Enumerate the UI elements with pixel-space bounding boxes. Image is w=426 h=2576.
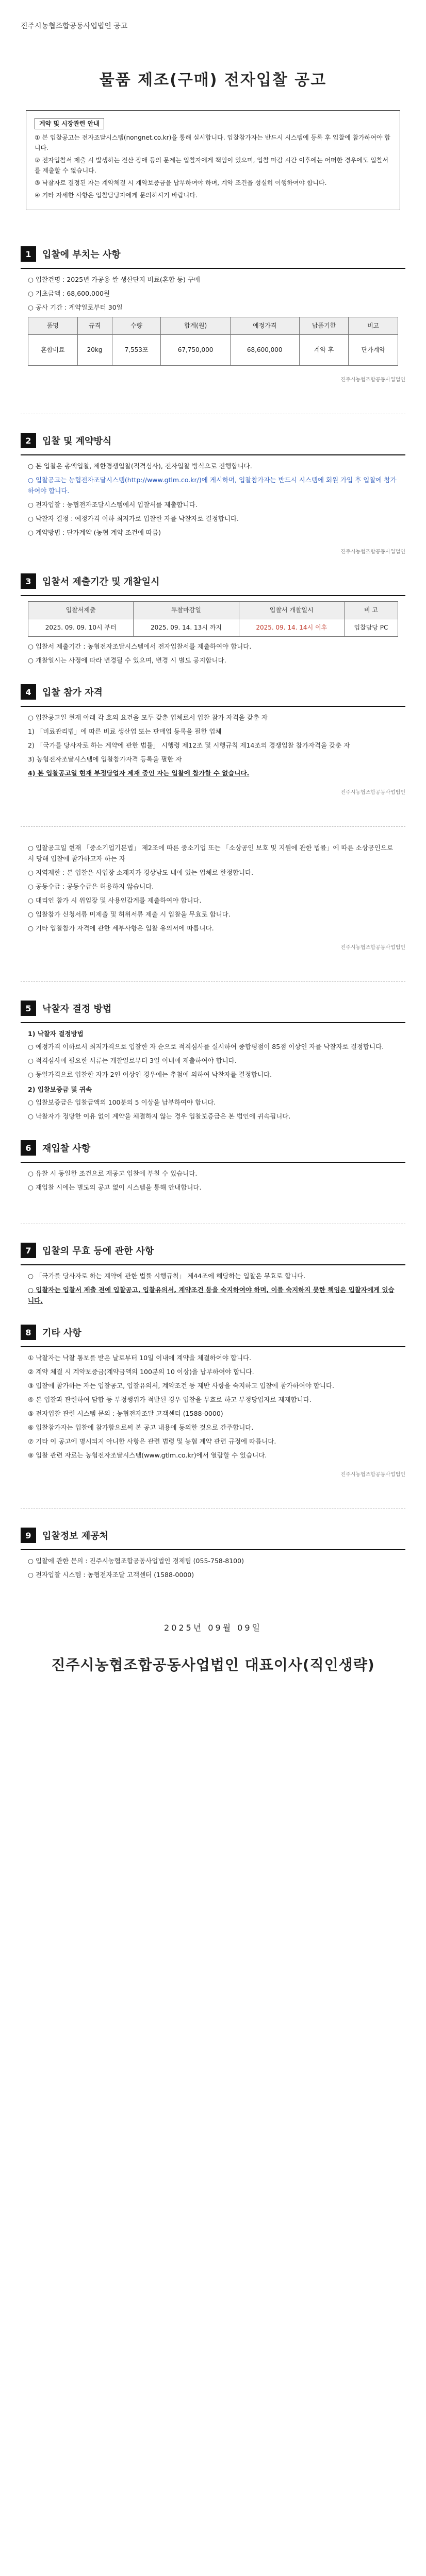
page-break (21, 981, 405, 982)
table-cell: 2025. 09. 14. 13시 까지 (134, 619, 239, 637)
signature-line: 진주시농협조합공동사업법인 (340, 945, 405, 951)
section-line: ○ 입찰건명 : 2025년 가공용 쌀 생산단지 비료(혼합 등) 구매 (28, 276, 200, 283)
table-header: 수량 (112, 317, 161, 335)
section-line: ○ 전자입찰 시스템 : 농협전자조달 고객센터 (1588-0000) (28, 1571, 194, 1579)
section-9-header (21, 1528, 405, 1543)
table-header: 합계(원) (161, 317, 230, 335)
section-number: 2 (21, 433, 36, 448)
section-line: ○ 예정가격 이하로서 최저가격으로 입찰한 자 순으로 적격심사를 실시하여 종합평점이 85점 이상인 자를 낙찰자로 결정합니다. (28, 1043, 384, 1050)
section-line: ○ 「국가를 당사자로 하는 계약에 관한 법률 시행규칙」 제44조에 해당하는 입찰은 무효로 합니다. (28, 1272, 306, 1280)
section-title: 입찰 및 계약방식 (42, 436, 112, 447)
table-cell: 혼합비료 (28, 335, 78, 366)
section-divider (21, 1346, 405, 1347)
section-line: ○ 전자입찰 : 농협전자조달시스템에서 입찰서를 제출합니다. (28, 501, 198, 509)
section-line: ○ 낙찰자가 정당한 이유 없이 계약을 체결하지 않는 경우 입찰보증금은 본 법인에 귀속됩니다. (28, 1112, 291, 1120)
section-line: ○ 기초금액 : 68,600,000원 (28, 290, 110, 297)
section-divider (21, 1264, 405, 1265)
table-header: 예정가격 (230, 317, 299, 335)
section-line: ① 낙찰자는 낙찰 통보를 받은 날로부터 10일 이내에 계약을 체결하여야 합니다. (28, 1354, 252, 1362)
table-cell: 계약 후 (299, 335, 349, 366)
section-divider (21, 268, 405, 269)
announcement-date: 2025년 09월 09일 (164, 1623, 262, 1633)
section-line: ○ 동일가격으로 입찰한 자가 2인 이상인 경우에는 추첨에 의하여 낙찰자를 결정합니다. (28, 1071, 272, 1078)
table-cell: 20kg (77, 335, 112, 366)
section-line: ○ 공사 기간 : 계약일로부터 30일 (28, 303, 123, 311)
signature-line: 진주시농협조합공동사업법인 (340, 790, 405, 795)
section-4-header (21, 684, 405, 700)
section-title: 낙찰자 결정 방법 (42, 1004, 112, 1014)
section-line: ○ 낙찰자 결정 : 예정가격 이하 최저가로 입찰한 자를 낙찰자로 결정합니다. (28, 515, 239, 522)
schedule-table (28, 601, 398, 637)
section-1-header (21, 246, 405, 262)
section-line: ○ 기타 입찰참가 자격에 관한 세부사항은 입찰 유의서에 따릅니다. (28, 924, 214, 932)
table-cell: 단가계약 (349, 335, 398, 366)
section-line: ④ 본 입찰과 관련하여 담합 등 부정행위가 적발된 경우 입찰을 무효로 하고 부정당업자로 제재합니다. (28, 1396, 312, 1403)
table-cell: 68,600,000 (230, 335, 299, 366)
section-line: ○ 유찰 시 동일한 조건으로 재공고 입찰에 부칠 수 있습니다. (28, 1170, 198, 1177)
notice-item: ③ 낙찰자로 결정된 자는 계약체결 시 계약보증금을 납부하여야 하며, 계약 조건을 성실히 이행하여야 합니다. (35, 179, 327, 187)
section-line: ○ 적격심사에 필요한 서류는 개찰일로부터 3일 이내에 제출하여야 합니다. (28, 1057, 237, 1064)
table-cell: 2025. 09. 09. 10시 부터 (28, 619, 134, 637)
notice-item: ④ 기타 자세한 사항은 입찰담당자에게 문의하시기 바랍니다. (35, 192, 198, 199)
table-header: 투찰마감일 (134, 602, 239, 619)
section-6-header (21, 1140, 405, 1156)
table-header: 비고 (349, 317, 398, 335)
section-number: 5 (21, 1001, 36, 1016)
section-line: ○ 대리인 참가 시 위임장 및 사용인감계를 제출하여야 합니다. (28, 896, 202, 904)
section-line: ② 계약 체결 시 계약보증금(계약금액의 100분의 10 이상)을 납부하여야 합니다. (28, 1368, 254, 1376)
notice-head: 계약 및 시장관련 안내 (35, 118, 104, 129)
section-line: ○ 입찰참가 신청서류 미제출 및 허위서류 제출 시 입찰을 무효로 합니다. (28, 910, 231, 918)
section-line: ○ 공동수급 : 공동수급은 허용하지 않습니다. (28, 883, 154, 890)
section-number: 7 (21, 1243, 36, 1258)
table-cell: 7,553포 (112, 335, 161, 366)
section-title: 입찰에 부치는 사항 (42, 249, 121, 260)
section-line: ⑥ 입찰참가자는 입찰에 참가함으로써 본 공고 내용에 동의한 것으로 간주합니다. (28, 1423, 254, 1431)
signature-line: 진주시농협조합공동사업법인 (340, 549, 405, 555)
sub-heading: 2) 입찰보증금 및 귀속 (28, 1086, 92, 1093)
section-title: 재입찰 사항 (42, 1143, 91, 1154)
page-break (21, 826, 405, 827)
notice-box (26, 110, 400, 210)
section-line: ③ 입찰에 참가하는 자는 입찰공고, 입찰유의서, 계약조건 등 제반 사항을 숙지하고 입찰에 참가하여야 합니다. (28, 1382, 335, 1389)
section-title: 입찰 참가 자격 (42, 687, 103, 698)
section-line: ○ 계약방법 : 단가계약 (농협 계약 조건에 따름) (28, 529, 161, 536)
table-header: 품명 (28, 317, 78, 335)
section-line: ⑦ 기타 이 공고에 명시되지 아니한 사항은 관련 법령 및 농협 계약 관련 규정에 따릅니다. (28, 1437, 276, 1445)
section-number: 1 (21, 246, 36, 262)
sub-heading: 1) 낙찰자 결정방법 (28, 1030, 84, 1038)
section-divider (21, 1162, 405, 1163)
notice-item: ② 전자입찰서 제출 시 발생하는 전산 장애 등의 문제는 입찰자에게 책임이 있으며, 입찰 마감 시간 이후에는 어떠한 경우에도 입찰서를 제출할 수 없습니다. (35, 157, 389, 174)
section-number: 8 (21, 1325, 36, 1340)
section-line: ○ 개찰일시는 사정에 따라 변경될 수 있으며, 변경 시 별도 공지합니다. (28, 656, 226, 664)
section-title: 입찰서 제출기간 및 개찰일시 (42, 577, 160, 587)
notice-item: ① 본 입찰공고는 전자조달시스템(nongnet.co.kr)을 통해 실시합니다. 입찰참가자는 반드시 시스템에 등록 후 입찰에 참가하여야 합니다. (35, 134, 390, 151)
section-number: 3 (21, 573, 36, 589)
section-title: 입찰의 무효 등에 관한 사항 (42, 1246, 154, 1257)
section-divider (21, 1549, 405, 1550)
table-header: 입찰서 개찰일시 (239, 602, 344, 619)
section-line: ○ 본 입찰은 총액입찰, 제한경쟁입찰(적격심사), 전자입찰 방식으로 진행합니다. (28, 462, 252, 470)
section-7-header (21, 1243, 405, 1258)
issuer-name: 진주시농협조합공동사업법인 대표이사(직인생략) (51, 1656, 375, 1673)
section-number: 9 (21, 1528, 36, 1543)
table-header: 비 고 (344, 602, 398, 619)
section-divider (21, 454, 405, 455)
section-line: 2) 「국가를 당사자로 하는 계약에 관한 법률」 시행령 제12조 및 시행규칙 제14조의 경쟁입찰 참가자격을 갖춘 자 (28, 741, 350, 749)
section-8-header (21, 1325, 405, 1340)
section-line: 3) 농협전자조달시스템에 입찰참가자격 등록을 필한 자 (28, 755, 182, 763)
section-title: 입찰정보 제공처 (42, 1531, 108, 1541)
section-line: ○ 입찰자는 입찰서 제출 전에 입찰공고, 입찰유의서, 계약조건 등을 숙지하여야 하며, 이를 숙지하지 못한 책임은 입찰자에게 있습니다. (28, 1286, 395, 1304)
section-line: ⑤ 전자입찰 관련 시스템 문의 : 농협전자조달 고객센터 (1588-0000) (28, 1410, 223, 1417)
table-header: 납품기한 (299, 317, 349, 335)
section-divider (21, 1022, 405, 1023)
table-header: 입찰서제출 (28, 602, 134, 619)
section-line: ○ 지역제한 : 본 입찰은 사업장 소재지가 경상남도 내에 있는 업체로 한정합니다. (28, 869, 254, 876)
signature-line: 진주시농협조합공동사업법인 (340, 377, 405, 383)
signature-line: 진주시농협조합공동사업법인 (340, 1472, 405, 1478)
section-line: ○ 입찰공고는 농협전자조달시스템(http://www.gtlm.co.kr/)에 게시하며, 입찰참가자는 반드시 시스템에 회원 가입 후 입찰에 참가하여야 합니다. (28, 476, 397, 495)
org-line: 진주시농협조합공동사업법인 공고 (21, 22, 128, 30)
section-3-header (21, 573, 405, 589)
section-line: ○ 입찰공고일 현재 「중소기업기본법」 제2조에 따른 중소기업 또는 「소상공인 보호 및 지원에 관한 법률」에 따른 소상공인으로서 당해 입찰에 참가하고자 하는 자 (28, 844, 394, 862)
table-cell: 67,750,000 (161, 335, 230, 366)
section-line: ⑧ 입찰 관련 자료는 농협전자조달시스템(www.gtlm.co.kr)에서 열람할 수 있습니다. (28, 1451, 267, 1459)
page-title: 물품 제조(구매) 전자입찰 공고 (99, 71, 327, 89)
item-table (28, 317, 398, 366)
table-header: 규격 (77, 317, 112, 335)
section-number: 6 (21, 1140, 36, 1156)
table-cell: 2025. 09. 14. 14시 이후 (239, 619, 344, 637)
section-title: 기타 사항 (42, 1328, 81, 1338)
section-divider (21, 706, 405, 707)
section-line: ○ 입찰서 제출기간 : 농협전자조달시스템에서 전자입찰서를 제출하여야 합니다. (28, 642, 252, 650)
section-line: ○ 재입찰 시에는 별도의 공고 없이 시스템을 통해 안내합니다. (28, 1183, 202, 1191)
section-line: 4) 본 입찰공고일 현재 부정당업자 제재 중인 자는 입찰에 참가할 수 없습니다. (28, 769, 250, 777)
section-5-header (21, 1001, 405, 1016)
section-line: 1) 「비료관리법」에 따른 비료 생산업 또는 판매업 등록을 필한 업체 (28, 727, 222, 735)
section-divider (21, 595, 405, 596)
section-line: ○ 입찰보증금은 입찰금액의 100분의 5 이상을 납부하여야 합니다. (28, 1098, 216, 1106)
table-cell: 입찰담당 PC (344, 619, 398, 637)
section-line: ○ 입찰공고일 현재 아래 각 호의 요건을 모두 갖춘 업체로서 입찰 참가 자격을 갖춘 자 (28, 714, 268, 721)
section-2-header (21, 433, 405, 448)
section-number: 4 (21, 684, 36, 700)
section-line: ○ 입찰에 관한 문의 : 진주시농협조합공동사업법인 경제팀 (055-758-8100) (28, 1557, 244, 1565)
